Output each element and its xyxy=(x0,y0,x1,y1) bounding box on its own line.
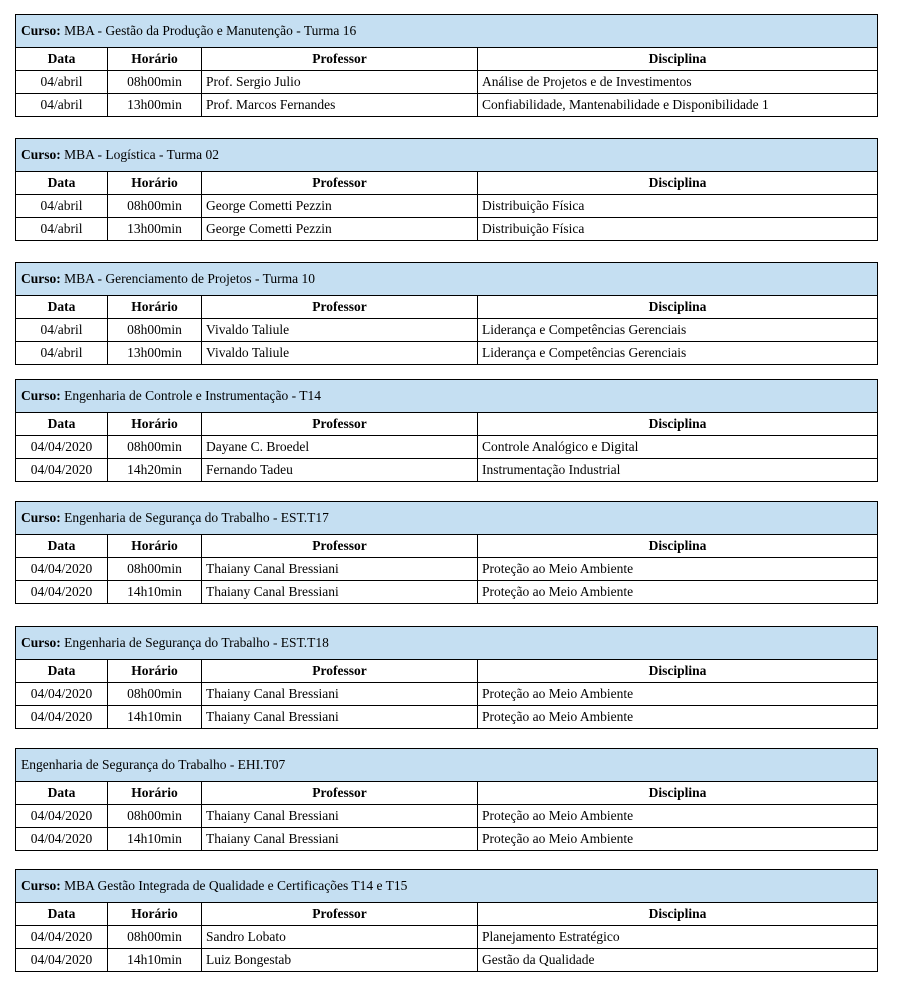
cell-discipline: Instrumentação Industrial xyxy=(478,459,878,482)
header-date: Data xyxy=(16,48,108,71)
table-row xyxy=(16,342,878,365)
course-label: Curso: xyxy=(21,388,61,403)
cell-professor: George Cometti Pezzin xyxy=(202,195,478,218)
course-label: Curso: xyxy=(21,271,61,286)
table-row xyxy=(16,581,878,604)
table-row xyxy=(16,683,878,706)
course-name: MBA - Logística - Turma 02 xyxy=(64,147,220,162)
cell-discipline: Proteção ao Meio Ambiente xyxy=(478,828,878,851)
header-date: Data xyxy=(16,535,108,558)
header-date: Data xyxy=(16,782,108,805)
table-row xyxy=(16,319,878,342)
course-label: Curso: xyxy=(21,510,61,525)
table-row xyxy=(16,71,878,94)
cell-time: 14h20min xyxy=(108,459,202,482)
cell-time: 08h00min xyxy=(108,683,202,706)
cell-date: 04/04/2020 xyxy=(16,926,108,949)
header-discipline: Disciplina xyxy=(478,782,878,805)
cell-discipline: Proteção ao Meio Ambiente xyxy=(478,581,878,604)
course-name: MBA - Gerenciamento de Projetos - Turma 10 xyxy=(64,271,315,286)
cell-discipline: Liderança e Competências Gerenciais xyxy=(478,342,878,365)
header-time: Horário xyxy=(108,296,202,319)
course-title xyxy=(16,15,878,48)
course-table xyxy=(15,138,878,241)
cell-time: 13h00min xyxy=(108,94,202,117)
header-date: Data xyxy=(16,903,108,926)
cell-professor: Dayane C. Broedel xyxy=(202,436,478,459)
cell-time: 08h00min xyxy=(108,436,202,459)
cell-discipline: Proteção ao Meio Ambiente xyxy=(478,706,878,729)
header-time: Horário xyxy=(108,782,202,805)
course-table xyxy=(15,14,878,117)
course-title xyxy=(16,139,878,172)
table-row xyxy=(16,706,878,729)
course-title xyxy=(16,380,878,413)
cell-professor: Thaiany Canal Bressiani xyxy=(202,558,478,581)
cell-professor: Thaiany Canal Bressiani xyxy=(202,706,478,729)
cell-discipline: Gestão da Qualidade xyxy=(478,949,878,972)
cell-time: 08h00min xyxy=(108,195,202,218)
header-professor: Professor xyxy=(202,172,478,195)
table-row xyxy=(16,459,878,482)
header-time: Horário xyxy=(108,903,202,926)
table-row xyxy=(16,828,878,851)
cell-discipline: Liderança e Competências Gerenciais xyxy=(478,319,878,342)
table-row xyxy=(16,436,878,459)
course-title-row xyxy=(16,749,878,782)
cell-professor: Sandro Lobato xyxy=(202,926,478,949)
header-discipline: Disciplina xyxy=(478,48,878,71)
header-professor: Professor xyxy=(202,296,478,319)
cell-professor: Thaiany Canal Bressiani xyxy=(202,828,478,851)
header-time: Horário xyxy=(108,535,202,558)
course-title-row xyxy=(16,139,878,172)
header-professor: Professor xyxy=(202,903,478,926)
column-header-row xyxy=(16,296,878,319)
cell-date: 04/04/2020 xyxy=(16,683,108,706)
cell-date: 04/04/2020 xyxy=(16,828,108,851)
header-time: Horário xyxy=(108,48,202,71)
course-title-row xyxy=(16,263,878,296)
course-label: Curso: xyxy=(21,878,61,893)
cell-discipline: Proteção ao Meio Ambiente xyxy=(478,683,878,706)
header-time: Horário xyxy=(108,660,202,683)
header-date: Data xyxy=(16,296,108,319)
cell-date: 04/abril xyxy=(16,71,108,94)
cell-date: 04/04/2020 xyxy=(16,805,108,828)
cell-discipline: Confiabilidade, Mantenabilidade e Disponibilidade 1 xyxy=(478,94,878,117)
cell-time: 14h10min xyxy=(108,828,202,851)
cell-date: 04/abril xyxy=(16,195,108,218)
cell-time: 08h00min xyxy=(108,319,202,342)
course-title-row xyxy=(16,870,878,903)
cell-discipline: Proteção ao Meio Ambiente xyxy=(478,805,878,828)
cell-date: 04/04/2020 xyxy=(16,436,108,459)
header-professor: Professor xyxy=(202,660,478,683)
course-title-row xyxy=(16,502,878,535)
course-title-row xyxy=(16,627,878,660)
header-date: Data xyxy=(16,172,108,195)
course-name: Engenharia de Segurança do Trabalho - EST.T17 xyxy=(64,510,329,525)
header-discipline: Disciplina xyxy=(478,903,878,926)
column-header-row xyxy=(16,172,878,195)
cell-discipline: Distribuição Física xyxy=(478,218,878,241)
cell-time: 13h00min xyxy=(108,218,202,241)
course-title xyxy=(16,627,878,660)
course-table xyxy=(15,501,878,604)
course-label: Curso: xyxy=(21,635,61,650)
column-header-row xyxy=(16,535,878,558)
cell-date: 04/abril xyxy=(16,319,108,342)
header-professor: Professor xyxy=(202,535,478,558)
cell-professor: Prof. Sergio Julio xyxy=(202,71,478,94)
cell-discipline: Distribuição Física xyxy=(478,195,878,218)
cell-date: 04/04/2020 xyxy=(16,581,108,604)
header-professor: Professor xyxy=(202,782,478,805)
header-discipline: Disciplina xyxy=(478,535,878,558)
header-date: Data xyxy=(16,413,108,436)
header-discipline: Disciplina xyxy=(478,296,878,319)
cell-professor: Vivaldo Taliule xyxy=(202,342,478,365)
column-header-row xyxy=(16,660,878,683)
course-title xyxy=(16,749,878,782)
cell-discipline: Controle Analógico e Digital xyxy=(478,436,878,459)
header-discipline: Disciplina xyxy=(478,413,878,436)
cell-time: 14h10min xyxy=(108,706,202,729)
cell-discipline: Proteção ao Meio Ambiente xyxy=(478,558,878,581)
course-title xyxy=(16,502,878,535)
cell-time: 14h10min xyxy=(108,949,202,972)
course-title-row xyxy=(16,380,878,413)
cell-professor: Vivaldo Taliule xyxy=(202,319,478,342)
cell-discipline: Análise de Projetos e de Investimentos xyxy=(478,71,878,94)
table-row xyxy=(16,94,878,117)
cell-professor: Thaiany Canal Bressiani xyxy=(202,805,478,828)
table-row xyxy=(16,949,878,972)
course-name: MBA Gestão Integrada de Qualidade e Certificações T14 e T15 xyxy=(64,878,408,893)
course-title xyxy=(16,870,878,903)
cell-time: 08h00min xyxy=(108,558,202,581)
course-name: Engenharia de Controle e Instrumentação - T14 xyxy=(64,388,322,403)
cell-time: 08h00min xyxy=(108,805,202,828)
header-discipline: Disciplina xyxy=(478,172,878,195)
cell-date: 04/04/2020 xyxy=(16,949,108,972)
column-header-row xyxy=(16,903,878,926)
course-name: Engenharia de Segurança do Trabalho - EST.T18 xyxy=(64,635,329,650)
table-row xyxy=(16,195,878,218)
course-label: Curso: xyxy=(21,23,61,38)
table-row xyxy=(16,805,878,828)
cell-date: 04/04/2020 xyxy=(16,459,108,482)
header-professor: Professor xyxy=(202,413,478,436)
cell-professor: Thaiany Canal Bressiani xyxy=(202,683,478,706)
cell-discipline: Planejamento Estratégico xyxy=(478,926,878,949)
column-header-row xyxy=(16,413,878,436)
cell-time: 08h00min xyxy=(108,71,202,94)
course-name: Engenharia de Segurança do Trabalho - EHI.T07 xyxy=(21,757,286,772)
cell-professor: Thaiany Canal Bressiani xyxy=(202,581,478,604)
course-table xyxy=(15,626,878,729)
course-title-row xyxy=(16,15,878,48)
table-row xyxy=(16,558,878,581)
cell-date: 04/abril xyxy=(16,218,108,241)
cell-professor: Prof. Marcos Fernandes xyxy=(202,94,478,117)
header-discipline: Disciplina xyxy=(478,660,878,683)
course-table xyxy=(15,748,878,851)
course-label: Curso: xyxy=(21,147,61,162)
cell-date: 04/04/2020 xyxy=(16,706,108,729)
cell-time: 13h00min xyxy=(108,342,202,365)
cell-date: 04/04/2020 xyxy=(16,558,108,581)
course-table xyxy=(15,379,878,482)
cell-date: 04/abril xyxy=(16,342,108,365)
cell-professor: Luiz Bongestab xyxy=(202,949,478,972)
column-header-row xyxy=(16,782,878,805)
cell-time: 14h10min xyxy=(108,581,202,604)
cell-date: 04/abril xyxy=(16,94,108,117)
column-header-row xyxy=(16,48,878,71)
header-professor: Professor xyxy=(202,48,478,71)
course-title xyxy=(16,263,878,296)
table-row xyxy=(16,218,878,241)
course-name: MBA - Gestão da Produção e Manutenção - Turma 16 xyxy=(64,23,357,38)
course-table xyxy=(15,262,878,365)
header-time: Horário xyxy=(108,172,202,195)
course-table xyxy=(15,869,878,972)
header-time: Horário xyxy=(108,413,202,436)
cell-professor: George Cometti Pezzin xyxy=(202,218,478,241)
header-date: Data xyxy=(16,660,108,683)
table-row xyxy=(16,926,878,949)
cell-time: 08h00min xyxy=(108,926,202,949)
cell-professor: Fernando Tadeu xyxy=(202,459,478,482)
